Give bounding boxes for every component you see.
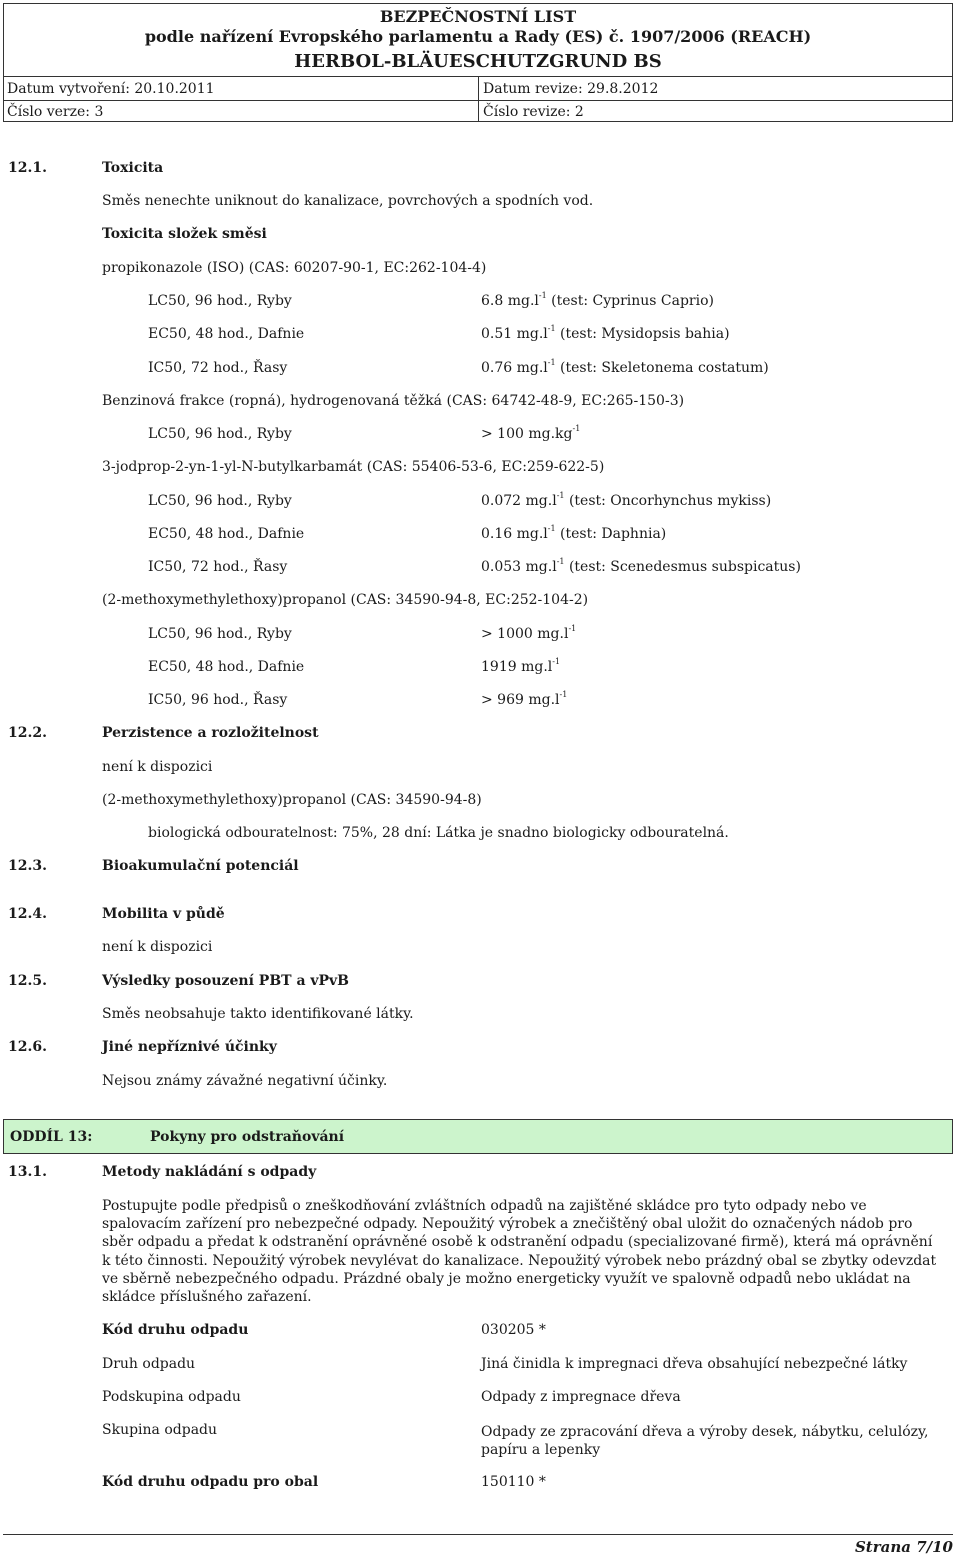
test-type: IC50, 96 hod., Řasy [148, 692, 288, 708]
revision-number: Číslo revize: 2 [483, 104, 584, 120]
component-name: 3-jodprop-2-yn-1-yl-N-butylkarbamát (CAS: 55406-53-6, EC:259-622-5) [102, 459, 605, 475]
degradability-detail: biologická odbouratelnost: 75%, 28 dní: Látka je snadno biologicky odbouratelná. [148, 825, 729, 841]
waste-subgroup-label: Podskupina odpadu [102, 1389, 241, 1405]
waste-type-value: Jiná činidla k impregnaci dřeva obsahující nebezpečné látky [481, 1356, 908, 1372]
section-number: 12.1. [8, 160, 47, 176]
regulation-reference: podle nařízení Evropského parlamentu a Rady (ES) č. 1907/2006 (REACH) [144, 27, 812, 46]
section-heading: Mobilita v půdě [102, 906, 225, 922]
section-number: 12.2. [8, 725, 47, 741]
packaging-waste-code-value: 150110 * [481, 1474, 546, 1490]
waste-code-value: 030205 * [481, 1322, 546, 1338]
section-number: 12.5. [8, 973, 47, 989]
test-type: LC50, 96 hod., Ryby [148, 626, 292, 642]
test-type: LC50, 96 hod., Ryby [148, 293, 292, 309]
test-type: EC50, 48 hod., Dafnie [148, 326, 305, 342]
test-result: 0.16 $mg.l^{-1}$ (test: Daphnia) [481, 524, 667, 542]
packaging-waste-code-label: Kód druhu odpadu pro obal [102, 1474, 319, 1490]
section-number: 12.4. [8, 906, 47, 922]
creation-date: Datum vytvoření: 20.10.2011 [7, 81, 215, 97]
section-heading: Bioakumulační potenciál [102, 858, 299, 874]
section-heading: Jiné nepříznivé účinky [102, 1039, 277, 1055]
page-number: Strana 7/10 [854, 1538, 953, 1556]
section-number: 12.3. [8, 858, 47, 874]
revision-date: Datum revize: 29.8.2012 [483, 81, 659, 97]
document-title: BEZPEČNOSTNÍ LIST [379, 7, 577, 26]
component-name: Benzinová frakce (ropná), hydrogenovaná těžká (CAS: 64742-48-9, EC:265-150-3) [102, 393, 685, 409]
test-type: EC50, 48 hod., Dafnie [148, 659, 305, 675]
section-text: není k dispozici [102, 759, 213, 775]
test-result: 0.053 $mg.l^{-1}$ (test: Scenedesmus subspicatus) [481, 557, 801, 575]
document-header [3, 3, 953, 122]
component-name: (2-methoxymethylethoxy)propanol (CAS: 34590-94-8) [102, 792, 482, 808]
section-heading: Toxicita [102, 160, 164, 176]
header-column-divider [478, 77, 479, 121]
waste-code-label: Kód druhu odpadu [102, 1322, 249, 1338]
test-result: > 100 $mg.kg^{-1}$ [481, 424, 581, 442]
waste-subgroup-value: Odpady z impregnace dřeva [481, 1389, 681, 1405]
section-text: není k dispozici [102, 939, 213, 955]
section-heading: Metody nakládání s odpady [102, 1164, 317, 1180]
section-text: Nejsou známy závažné negativní účinky. [102, 1073, 388, 1089]
product-name: HERBOL-BLÄUESCHUTZGRUND BS [294, 51, 662, 72]
test-result: > 969 $mg.l^{-1}$ [481, 690, 568, 708]
test-type: IC50, 72 hod., Řasy [148, 360, 288, 376]
footer-divider [3, 1534, 953, 1535]
section-number: 13.1. [8, 1164, 47, 1180]
toxicity-intro: Směs nenechte uniknout do kanalizace, povrchových a spodních vod. [102, 193, 594, 209]
test-result: 6.8 $mg.l^{-1}$ (test: Cyprinus Caprio) [481, 291, 714, 309]
test-result: 0.072 $mg.l^{-1}$ (test: Oncorhynchus mykiss) [481, 491, 772, 509]
test-type: EC50, 48 hod., Dafnie [148, 526, 305, 542]
section-heading: Výsledky posouzení PBT a vPvB [102, 973, 350, 989]
test-type: LC50, 96 hod., Ryby [148, 426, 292, 442]
waste-group-value: Odpady ze zpracování dřeva a výroby desek, nábytku, celulózy, papíru a lepenky [481, 1424, 929, 1458]
test-result: 1919 $mg.l^{-1}$ [481, 657, 561, 675]
disposal-instructions: Postupujte podle předpisů o zneškodňování zvláštních odpadů na zajištěné skládce pro tyto odpady nebo ve spalovacím zařízení pro nebezpečné odpady. Nepoužitý výrobek a znečištěný obal uložit do označených nádob pro sběr odpadu a předat k odstranění oprávněné osobě k odstranění odpadu (specializované firmě), která má oprávnění k této činnosti. Nepoužitý výrobek nevylévat do kanalizace. Nepoužitý výrobek nebo prázdný obal se zbytky odevzdat ve sběrně nebezpečného odpadu. Prázdné obaly je možno energeticky využít ve spalovně odpadů nebo ukládat na skládce příslušného zařazení. [102, 1198, 937, 1306]
test-result: 0.51 $mg.l^{-1}$ (test: Mysidopsis bahia) [481, 324, 730, 342]
section-text: Směs neobsahuje takto identifikované látky. [102, 1006, 414, 1022]
section-label: ODDÍL 13: [10, 1129, 93, 1145]
section-heading: Perzistence a rozložitelnost [102, 725, 319, 741]
subsection-heading: Toxicita složek směsi [102, 226, 267, 242]
version-number: Číslo verze: 3 [7, 104, 104, 120]
test-type: IC50, 72 hod., Řasy [148, 559, 288, 575]
test-result: 0.76 $mg.l^{-1}$ (test: Skeletonema costatum) [481, 358, 769, 376]
section-13-bar [3, 1119, 953, 1154]
section-number: 12.6. [8, 1039, 47, 1055]
test-type: LC50, 96 hod., Ryby [148, 493, 292, 509]
waste-group-label: Skupina odpadu [102, 1422, 218, 1438]
component-name: propikonazole (ISO) (CAS: 60207-90-1, EC:262-104-4) [102, 260, 487, 276]
test-result: > 1000 $mg.l^{-1}$ [481, 624, 577, 642]
waste-type-label: Druh odpadu [102, 1356, 196, 1372]
section-title: Pokyny pro odstraňování [150, 1129, 345, 1145]
component-name: (2-methoxymethylethoxy)propanol (CAS: 34590-94-8, EC:252-104-2) [102, 592, 589, 608]
